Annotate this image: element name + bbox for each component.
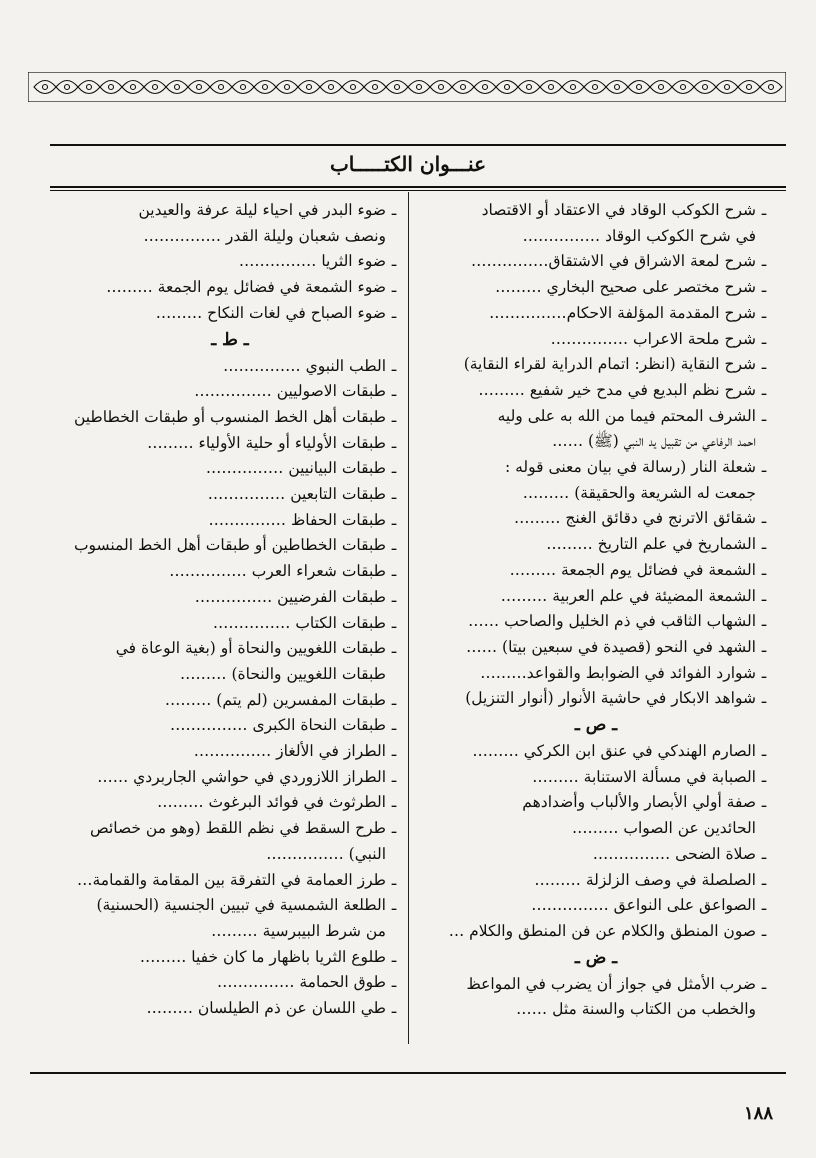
list-item [58, 482, 402, 508]
list-item [58, 996, 402, 1022]
list-item [58, 611, 402, 637]
entry-title: صون المنطق والكلام عن فن المنطق والكلام … [448, 921, 756, 940]
list-item [420, 275, 772, 301]
entry-title: صفة أولي الأبصار والألباب وأضدادهم [522, 793, 756, 812]
entry-title: طبقات التابعين …………… [207, 485, 386, 504]
list-item [58, 688, 402, 714]
list-dash: ـ [391, 947, 397, 966]
list-item [58, 790, 402, 816]
list-dash: ـ [391, 303, 397, 322]
list-item [420, 404, 772, 455]
header-rule-2 [50, 190, 786, 191]
list-item [420, 327, 772, 353]
list-item [420, 972, 772, 1023]
entry-title: ضوء الصباح في لغات النكاح ……… [155, 303, 386, 322]
list-item [420, 790, 772, 841]
list-dash: ـ [391, 613, 397, 632]
entry-title: من شرط البيبرسية ……… [211, 921, 386, 940]
entry-title: طلوع الثريا باظهار ما كان خفيا ……… [139, 947, 386, 966]
list-dash: ـ [391, 742, 397, 761]
list-dash: ـ [391, 252, 397, 271]
list-item [420, 532, 772, 558]
list-dash: ـ [761, 689, 767, 708]
list-dash: ـ [391, 356, 397, 375]
list-item [420, 765, 772, 791]
entry-title: والخطب من الكتاب والسنة مثل …… [516, 1000, 756, 1019]
entry-title: الطراز اللازوردي في حواشي الجاربردي …… [97, 767, 386, 786]
entry-title: شوارد الفوائد في الضوابط والقواعد……… [480, 663, 756, 682]
list-item [420, 249, 772, 275]
list-item [58, 405, 402, 431]
list-dash: ـ [391, 407, 397, 426]
list-dash: ـ [391, 510, 397, 529]
list-item [420, 635, 772, 661]
entry-title: الشماريخ في علم التاريخ ……… [546, 535, 756, 554]
list-dash: ـ [391, 485, 397, 504]
list-item [58, 816, 402, 867]
entry-title: طبقات المفسرين (لم يتم) ……… [164, 690, 386, 709]
entry-title: طبقات الحفاظ …………… [208, 510, 386, 529]
list-item [58, 275, 402, 301]
entry-title: شرح نظم البديع في مدح خير شفيع ……… [478, 380, 756, 399]
list-item [420, 661, 772, 687]
list-dash: ـ [391, 459, 397, 478]
entry-title: ضوء البدر في احياء ليلة عرفة والعيدين [138, 201, 386, 219]
entry-title: الطب النبوي …………… [223, 356, 386, 375]
list-dash: ـ [761, 870, 767, 889]
entry-title: ضرب الأمثل في جواز أن يضرب في المواعظ [466, 974, 756, 993]
entry-title: شعلة النار (رسالة في بيان معنى قوله : [504, 458, 756, 477]
list-item [420, 686, 772, 712]
header-rule [50, 186, 786, 188]
entry-title: الصارم الهندكي في عنق ابن الكركي ……… [472, 742, 756, 761]
entry-title: شرح الكوكب الوقاد في الاعتقاد أو الاقتصاد [481, 201, 756, 219]
entry-title: طبقات النحاة الكبرى …………… [170, 716, 386, 735]
entry-title: شرح لمعة الاشراق في الاشتقاق…………… [471, 252, 756, 271]
list-item [58, 765, 402, 791]
ornament-border [28, 72, 786, 102]
list-dash: ـ [761, 252, 767, 271]
list-dash: ـ [391, 639, 397, 658]
list-dash: ـ [761, 974, 767, 993]
list-item [420, 378, 772, 404]
entry-title: الشمعة المضيئة في علم العربية ……… [500, 586, 756, 605]
entry-title: الشهد في النحو (قصيدة في سبعين بيتا) …… [466, 637, 756, 656]
list-dash: ـ [761, 329, 767, 348]
list-dash: ـ [761, 278, 767, 297]
list-dash: ـ [761, 303, 767, 322]
entry-title: شواهد الابكار في حاشية الأنوار (أنوار التنزيل) [465, 689, 756, 708]
list-dash: ـ [391, 716, 397, 735]
entry-title: الشمعة في فضائل يوم الجمعة ……… [509, 560, 756, 579]
list-item [420, 455, 772, 506]
list-item [420, 558, 772, 584]
list-item [420, 506, 772, 532]
entry-title: الشرف المحتم فيما من الله به على وليه [497, 406, 756, 425]
list-item [58, 431, 402, 457]
entry-title: الصواعق على النواعق …………… [531, 896, 756, 915]
list-dash: ـ [391, 973, 397, 992]
entry-title: طوق الحمامة …………… [216, 973, 386, 992]
page-number: ١٨٨ [744, 1103, 774, 1124]
column-divider [408, 192, 409, 1044]
section-letter: ـ ض ـ [574, 947, 618, 968]
entry-title: الطراز في الألغاز …………… [193, 742, 386, 761]
entry-title: الحائدين عن الصواب ……… [571, 819, 756, 838]
entry-title: شرح ملحة الاعراب …………… [550, 329, 756, 348]
list-dash: ـ [391, 819, 397, 838]
list-item [58, 713, 402, 739]
list-dash: ـ [391, 870, 397, 889]
list-dash: ـ [761, 844, 767, 863]
entry-title: طبقات الاصوليين …………… [194, 382, 386, 401]
entry-title: طبقات الخطاطين أو طبقات أهل الخط المنسوب [73, 536, 386, 555]
list-dash: ـ [761, 896, 767, 915]
list-item [58, 559, 402, 585]
entry-title: شرح النقاية (انظر: اتمام الدراية لقراء النقاية) [463, 355, 756, 374]
list-dash: ـ [761, 201, 767, 219]
list-dash: ـ [391, 690, 397, 709]
list-dash: ـ [391, 896, 397, 915]
list-dash: ـ [391, 587, 397, 606]
list-item [58, 739, 402, 765]
entry-title: في شرح الكوكب الوقاد …………… [522, 226, 756, 245]
list-item [58, 868, 402, 894]
entry-title: شرح مختصر على صحيح البخاري ……… [495, 278, 756, 297]
entry-title: طبقات شعراء العرب …………… [169, 562, 386, 581]
list-item [58, 945, 402, 971]
entry-title: النبي) …………… [266, 844, 386, 863]
list-dash: ـ [761, 535, 767, 554]
list-item [420, 868, 772, 894]
entry-title: الصبابة في مسألة الاستنابة ……… [532, 767, 756, 786]
list-item [420, 198, 772, 249]
list-item [420, 584, 772, 610]
entry-title: شقائق الاترنج في دقائق الغنج ……… [513, 509, 756, 528]
list-dash: ـ [391, 999, 397, 1018]
entry-title: طبقات الفرضيين …………… [194, 587, 386, 606]
list-dash: ـ [761, 586, 767, 605]
entry-title: طبقات البيانيين …………… [205, 459, 386, 478]
list-item [58, 354, 402, 380]
list-item [420, 301, 772, 327]
entry-title: شرح المقدمة المؤلفة الاحكام…………… [489, 303, 756, 322]
entry-title: ونصف شعبان وليلة القدر …………… [143, 226, 386, 245]
list-item [58, 585, 402, 611]
right-column [420, 198, 772, 1023]
entry-title: طبقات اللغويين والنحاة) ……… [180, 664, 386, 683]
list-dash: ـ [761, 767, 767, 786]
list-item [420, 842, 772, 868]
list-dash: ـ [391, 793, 397, 812]
list-item [58, 249, 402, 275]
list-dash: ـ [761, 921, 767, 940]
entry-title: الصلصلة في وصف الزلزلة ……… [534, 870, 756, 889]
entry-title: طبقات أهل الخط المنسوب أو طبقات الخطاطين [73, 407, 386, 426]
bottom-rule [30, 1072, 786, 1074]
entry-title: ضوء الثريا …………… [238, 252, 386, 271]
entry-title: طرز العمامة في التفرقة بين المقامة والقمامة… [77, 870, 386, 889]
list-dash: ـ [761, 380, 767, 399]
list-dash: ـ [761, 612, 767, 631]
list-item [58, 970, 402, 996]
top-rule-thick [50, 144, 786, 146]
entry-title: احمد الرفاعي من تقبيل يد النبي (ﷺ) …… [552, 432, 756, 451]
list-item [58, 379, 402, 405]
entry-title: الطلعة الشمسية في تبيين الجنسية (الحسنية) [96, 896, 386, 915]
list-dash: ـ [761, 509, 767, 528]
list-dash: ـ [391, 562, 397, 581]
entry-title: الطرثوث في فوائد البرغوث ……… [157, 793, 386, 812]
entry-title: طرح السقط في نظم اللقط (وهو من خصائص [89, 819, 386, 838]
list-dash: ـ [761, 793, 767, 812]
entry-title: طبقات الكتاب …………… [212, 613, 386, 632]
list-item [58, 508, 402, 534]
list-item [420, 352, 772, 378]
list-dash: ـ [391, 201, 397, 219]
list-item [420, 609, 772, 635]
list-item [58, 893, 402, 944]
section-letter: ـ ط ـ [211, 329, 249, 350]
list-item [58, 198, 402, 249]
list-item [58, 636, 402, 687]
list-dash: ـ [391, 536, 397, 555]
list-dash: ـ [761, 406, 767, 425]
list-item [58, 533, 402, 559]
list-dash: ـ [761, 637, 767, 656]
list-dash: ـ [391, 433, 397, 452]
list-dash: ـ [391, 382, 397, 401]
entry-title: طبقات الأولياء أو حلية الأولياء ……… [147, 433, 386, 452]
list-dash: ـ [761, 742, 767, 761]
entry-title: صلاة الضحى …………… [592, 844, 756, 863]
list-dash: ـ [761, 663, 767, 682]
list-item [58, 301, 402, 327]
list-item [58, 456, 402, 482]
entry-title: الشهاب الثاقب في ذم الخليل والصاحب …… [468, 612, 756, 631]
list-dash: ـ [391, 278, 397, 297]
entry-title: ضوء الشمعة في فضائل يوم الجمعة ……… [106, 278, 386, 297]
table-header-title: عنـــوان الكتـــــاب [329, 152, 487, 176]
list-item [420, 739, 772, 765]
entry-title: طبقات اللغويين والنحاة أو (بغية الوعاة في [115, 639, 386, 658]
entry-title: جمعت له الشريعة والحقيقة) ……… [522, 483, 756, 502]
list-dash: ـ [761, 458, 767, 477]
list-dash: ـ [391, 767, 397, 786]
entry-title: طي اللسان عن ذم الطيلسان ……… [146, 999, 386, 1018]
list-dash: ـ [761, 560, 767, 579]
left-column [58, 198, 402, 1022]
list-item [420, 919, 772, 945]
list-dash: ـ [761, 355, 767, 374]
list-item [420, 893, 772, 919]
section-letter: ـ ص ـ [574, 715, 618, 736]
